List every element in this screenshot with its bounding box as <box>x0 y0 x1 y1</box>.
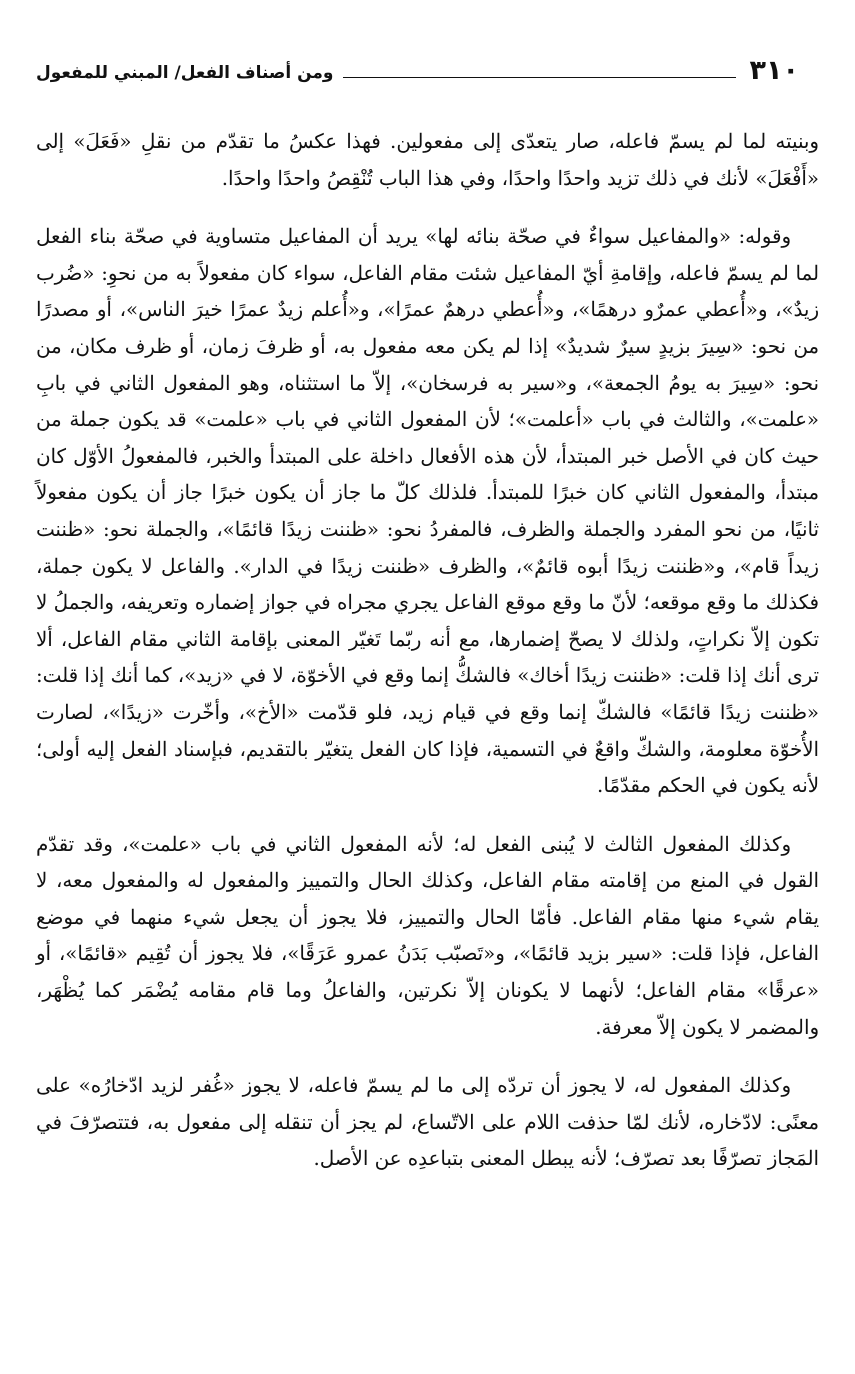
paragraph-1: وبنيته لما لم يسمّ فاعله، صار يتعدّى إلى مفعولين. فهذا عكسُ ما تقدّم من نقلِ «فَعَلَ» إلى «أَفْعَلَ» لأنك في ذلك تزيد واحدًا واحدًا، وفي هذا الباب تُنْقِصُ واحدًا واحدًا. <box>36 130 819 190</box>
header-rule <box>343 77 735 78</box>
paragraph-4: وكذلك المفعول له، لا يجوز أن تردّه إلى ما لم يسمّ فاعله، لا يجوز «غُفر لزيد ادّخارُه» على معنًى: لادّخاره، لأنك لمّا حذفت اللام على الاتّساع، لم يجز أن تنقله إلى مفعول به، فتتصرّفَ في المَجاز تصرّفًا بعد تصرّف؛ لأنه يبطل المعنى بتباعدِه عن الأصل. <box>36 1074 819 1171</box>
body-text <box>36 124 819 1178</box>
running-head <box>36 52 799 86</box>
page-number: ٣١٠ <box>749 55 799 86</box>
running-title: ومن أصناف الفعل/ المبني للمفعول <box>36 63 334 83</box>
paragraph-3: وكذلك المفعول الثالث لا يُبنى الفعل له؛ لأنه المفعول الثاني في باب «علمت»، وقد تقدّم القول في المنع من إقامته مقام الفاعل، وكذلك الحال والتمييز والمفعول له والمفعول معه، لا يقام شيء منها مقام الفاعل. فأمّا الحال والتمييز، فلا يجوز أن يجعل شيء منهما في موضع الفاعل، فإذا قلت: «سير بزيد قائمًا»، و«تَصبّب بَدَنُ عمرو عَرَقًا»، فلا يجوز أن تُقِيم «قائمًا»، أو «عرقًا» مقام الفاعل؛ لأنهما لا يكونان إلاّ نكرتين، والفاعلُ وما قام مقامه يُضْمَر كما يُظْهَر، والمضمر لا يكون إلاّ معرفة. <box>36 832 819 1039</box>
paragraph-2: وقوله: «والمفاعيل سواءٌ في صحّة بنائه لها» يريد أن المفاعيل متساوية في صحّة بناء الفعل لما لم يسمّ فاعله، وإقامةِ أيّ المفاعيل شئت مقام الفاعل، سواء كان مفعولاً به من نحوِ: «ضُرب زيدٌ»، و«أُعطي عمرٌو درهمًا»، و«أُعطي درهمٌ عمرًا»، و«أُعلم زيدٌ عمرًا خيرَ الناس»، أو مصدرًا من نحو: «سِيرَ بزيدٍ سيرٌ شديدٌ» إذا لم يكن معه مفعول به، أو ظرفَ زمان، أو ظرف مكان، من نحو: «سِيرَ به يومُ الجمعة»، و«سير به فرسخان»، إلاّ ما استثناه، وهو المفعول الثاني في بابِ «علمت»، والثالث في باب «أعلمت»؛ لأن المفعول الثاني في باب «علمت» قد يكون جملة من حيث كان في الأصل خبر المبتدأ، لأن هذه الأفعال داخلة على المبتدأ والخبر، فالمفعولُ الأوّل كان مبتدأ، والمفعول الثاني كان خبرًا للمبتدأ. فلذلك كلّ ما جاز أن يكون خبرًا جاز أن يكون مفعولاً ثانيًا، من نحو المفرد والجملة والظرف، فالمفردُ نحو: «ظننت زيدًا قائمًا»، والجملة نحو: «ظننت زيداً قام»، و«ظننت زيدًا أبوه قائمٌ»، والظرف «ظننت زيدًا في الدار». والفاعل لا يكون جملة، فكذلك ما وقع موقعه؛ لأنّ ما وقع موقع الفاعل يجري مجراه في جواز إضماره وتعريفه، والجملُ لا تكون إلاّ نكراتٍ، ولذلك لا يصحّ إضمارها، مع أنه ربّما تَغيّر المعنى بإقامة الثاني مقام الفاعل، ألا ترى أنك إذا قلت: «ظننت زيدًا أخاك» فالشكُّ إنما وقع في الأخوّة، لا في «زيد»، كما أنك إذا قلت: «ظننت زيدًا قائمًا» فالشكّ إنما وقع في قيام زيد، فلو قدّمت «الأخ»، وأخّرت «زيدًا»، لصارت الأُخوّة معلومة، والشكّ واقعٌ في التسمية، فإذا كان الفعل يتغيّر بالتقديم، فبإسناد الفعل إليه أولى؛ لأنه يكون في الحكم مقدّمًا. <box>36 225 819 798</box>
